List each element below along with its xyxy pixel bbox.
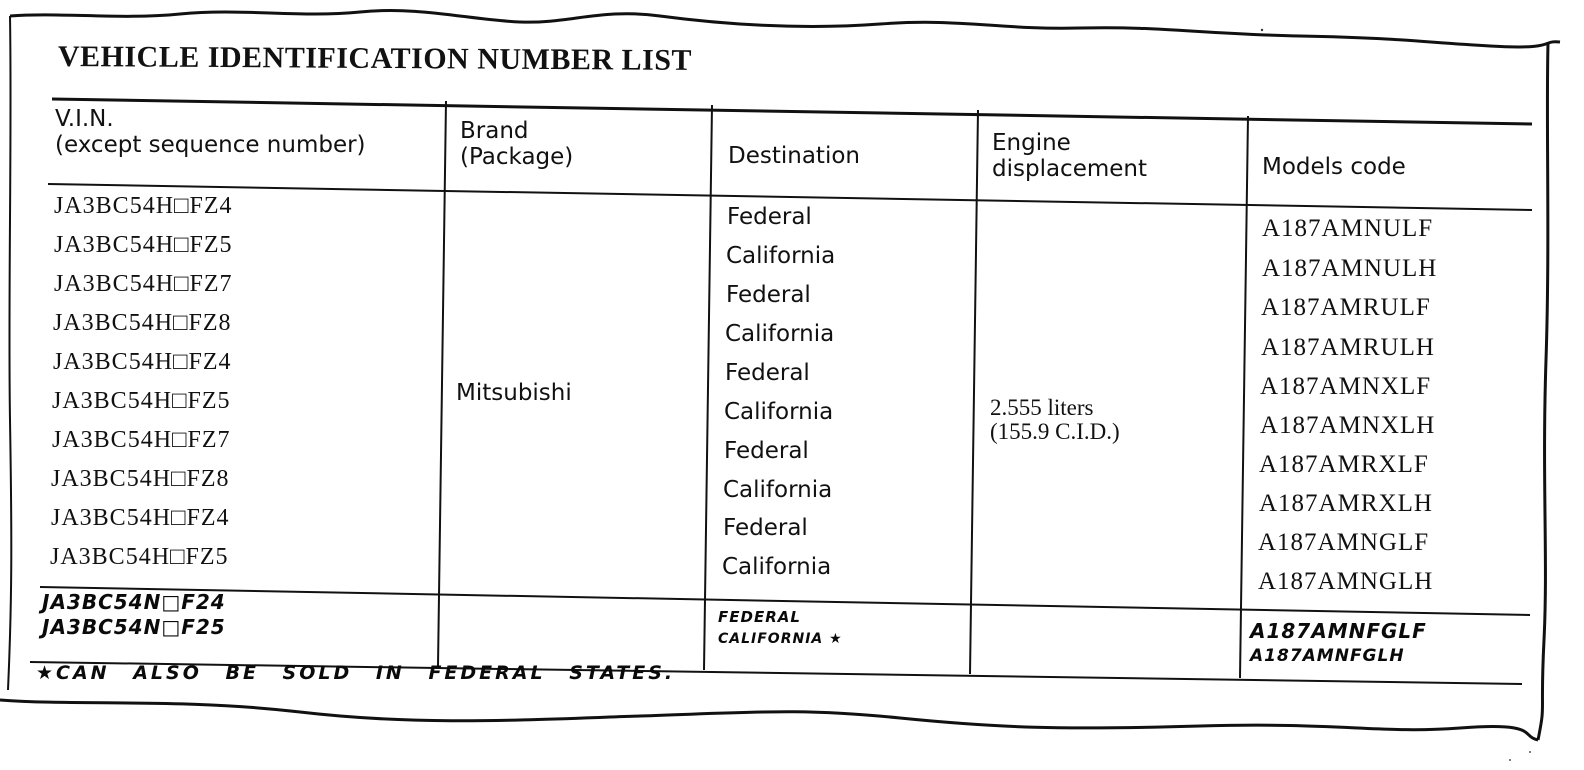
header-vin-line1: V.I.N.: [55, 106, 114, 132]
handwritten-model: A187AMNFGLF: [1250, 619, 1427, 643]
destination-cell: California: [724, 399, 834, 425]
destination-cell: Federal: [726, 282, 811, 308]
engine-cell: [990, 396, 1120, 444]
vin-cell: JA3BC54H□FZ7: [54, 271, 233, 297]
destination-cell: Federal: [725, 360, 810, 386]
destination-cell: California: [723, 477, 833, 503]
destination-cell: Federal: [723, 515, 808, 541]
vin-cell: JA3BC54H□FZ4: [54, 193, 233, 219]
header-brand: [460, 118, 573, 170]
engine-cid: (155.9 C.I.D.): [990, 419, 1120, 444]
model-cell: A187AMRXLF: [1259, 451, 1429, 478]
vin-cell: JA3BC54H□FZ4: [51, 505, 230, 531]
vin-cell: JA3BC54H□FZ4: [53, 349, 232, 375]
handwritten-footnote: ★CAN ALSO BE SOLD IN FEDERAL STATES.: [36, 662, 676, 684]
engine-liters: 2.555 liters: [990, 395, 1094, 420]
vin-cell: JA3BC54H□FZ7: [52, 427, 231, 453]
vin-cell: JA3BC54H□FZ5: [50, 544, 229, 570]
header-destination: Destination: [728, 143, 860, 169]
model-cell: A187AMNULF: [1262, 215, 1434, 242]
model-cell: A187AMNXLH: [1260, 412, 1436, 439]
destination-cell: California: [725, 321, 835, 347]
header-brand-line1: Brand: [460, 118, 529, 144]
header-vin-line2: (except sequence number): [55, 132, 366, 158]
vin-cell: JA3BC54H□FZ8: [53, 310, 232, 336]
header-brand-line2: (Package): [460, 144, 574, 170]
destination-cell: Federal: [727, 204, 812, 230]
model-cell: A187AMNGLH: [1258, 568, 1434, 595]
brand-cell: Mitsubishi: [456, 380, 572, 406]
header-engine: [992, 130, 1147, 182]
handwritten-model: A187AMNFGLH: [1250, 646, 1405, 666]
model-cell: A187AMRXLH: [1259, 490, 1433, 517]
page-title: VEHICLE IDENTIFICATION NUMBER LIST: [57, 40, 693, 77]
model-cell: A187AMNULH: [1262, 255, 1438, 282]
destination-cell: Federal: [724, 438, 809, 464]
model-cell: A187AMNXLF: [1260, 373, 1432, 400]
handwritten-destination: FEDERAL: [718, 608, 801, 626]
header-engine-line1: Engine: [992, 130, 1071, 156]
vin-cell: JA3BC54H□FZ5: [52, 388, 231, 414]
header-vin: [55, 106, 366, 158]
handwritten-vin: JA3BC54N□F25: [42, 615, 226, 639]
destination-cell: California: [726, 243, 836, 269]
handwritten-vin: JA3BC54N□F24: [42, 590, 226, 614]
vin-cell: JA3BC54H□FZ5: [54, 232, 233, 258]
model-cell: A187AMNGLF: [1258, 529, 1430, 556]
header-models-code: Models code: [1262, 154, 1406, 180]
header-engine-line2: displacement: [992, 156, 1148, 182]
destination-cell: California: [722, 554, 832, 580]
model-cell: A187AMRULF: [1261, 294, 1431, 321]
handwritten-destination: CALIFORNIA ★: [718, 631, 843, 647]
vin-cell: JA3BC54H□FZ8: [51, 466, 230, 492]
model-cell: A187AMRULH: [1261, 334, 1435, 361]
